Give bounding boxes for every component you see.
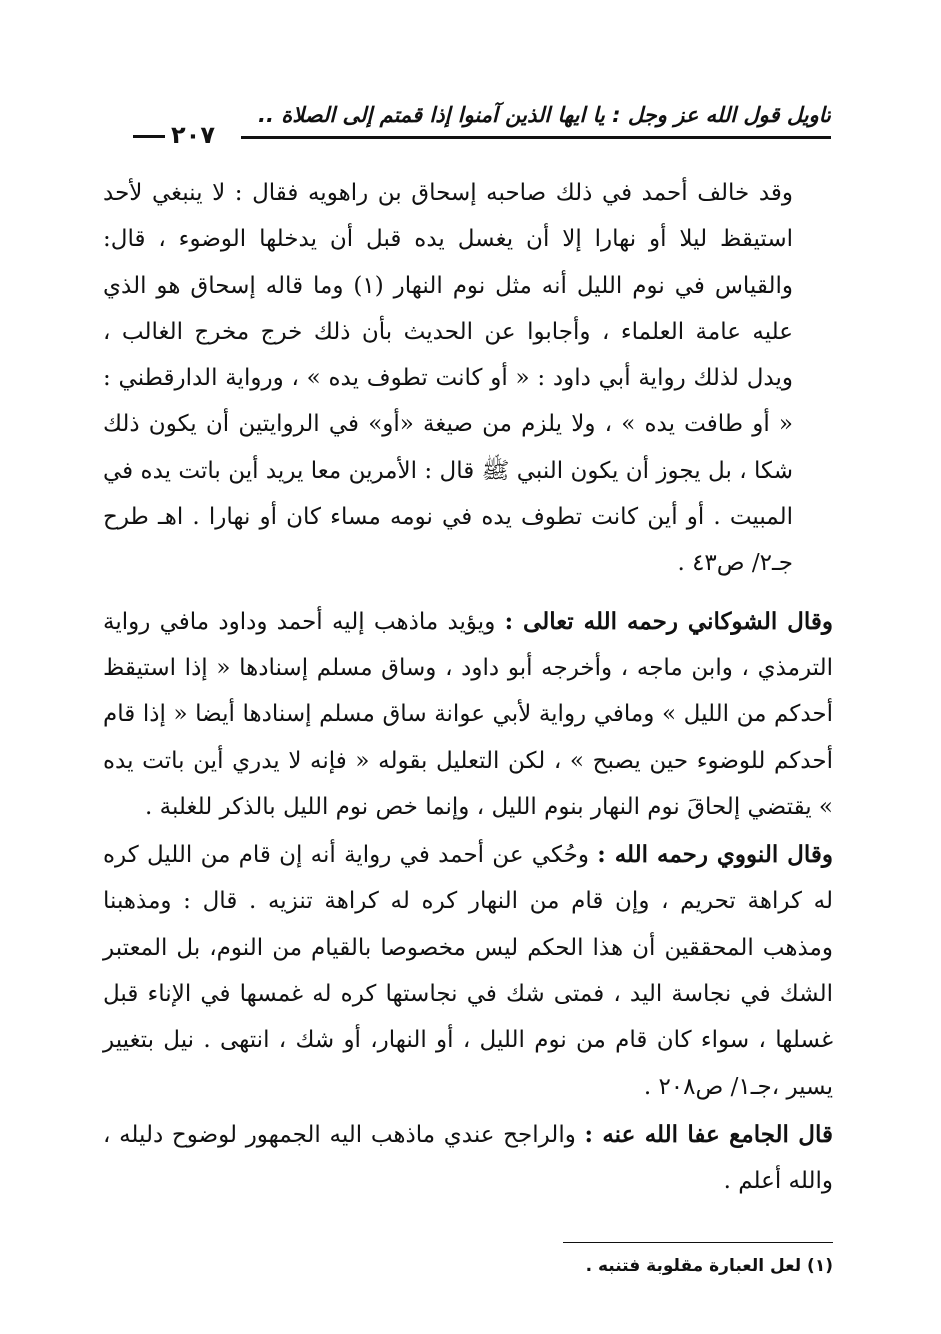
paragraph-2-text: ويؤيد ماذهب إليه أحمد وداود مافي رواية الترمذي ، وابن ماجه ، وأخرجه أبو داود ، وساق مسلم إسنادها « إذا استيقظ أحدكم من الليل » ومافي رواية لأبي عوانة ساق مسلم إسنادها أيضا « إذا قام أحدكم للوضوء حين يصبح » ، لكن التعليل بقوله « فإنه لا يدري أين باتت يده » يقتضي إلحاقَ نوم النهار بنوم الليل ، وإنما خص نوم الليل بالذكر للغلبة . [103,608,833,820]
paragraph-4 [103,1112,833,1205]
running-header [101,100,831,148]
header-title: تاويل قول الله عز وجل : يا ايها الذين آمنوا إذا قمتم إلى الصلاة .. [258,103,831,127]
paragraph-3-text: وحُكي عن أحمد في رواية أنه إن قام من الليل كره له كراهة تحريم ، وإن قام من النهار كره له كراهة تنزيه . قال : ومذهبنا ومذهب المحققين أن هذا الحكم ليس مخصوصا بالقيام من النوم، بل المعتبر الشك في نجاسة اليد ، فمتى شك في نجاستها كره له غمسها في الإناء قبل غسلها ، سواء كان قام من نوم الليل ، أو النهار، أو شك ، انتهى . نيل بتغيير يسير ،جـ١/ ص٢٠٨ . [103,842,833,1100]
page-number-block [101,120,241,150]
page-number-dash [133,135,165,138]
paragraph-2-lead: وقال الشوكاني رحمه الله تعالى : [504,607,834,635]
paragraph-1: وقد خالف أحمد في ذلك صاحبه إسحاق بن راهويه فقال : لا ينبغي لأحد استيقظ ليلا أو نهارا إلا أن يغسل يده قبل أن يدخلها الوضوء ، قال: والقياس في نوم الليل أنه مثل نوم النهار (١) وما قاله إسحاق هو الذي عليه عامة العلماء ، وأجابوا عن الحديث بأن ذلك خرج مخرج الغالب ، ويدل لذلك رواية أبي داود : « أو كانت تطوف يده » ، ورواية الدارقطني : « أو طافت يده » ، ولا يلزم من صيغة «أو» في الروايتين أن يكون ذلك شكا ، بل يجوز أن يكون النبي ﷺ قال : الأمرين معا يريد أين باتت يده في المبيت . أو أين كانت تطوف يده في نومه مساء كان أو نهارا . اهـ طرح جـ٢/ ص٤٣ . [103,180,793,577]
paragraph-4-lead: قال الجامع عفا الله عنه : [584,1120,834,1148]
body-text [103,170,833,1205]
footnote: (١) لعل العبارة مقلوبة فتنبه . [585,1256,833,1276]
paragraph-4-text: والراجح عندي ماذهب اليه الجمهور لوضوح دليله ، والله أعلم . [103,1121,833,1195]
paragraph-3 [103,832,833,1110]
page-number: ٢٠٧ [171,121,215,149]
paragraph-2 [103,599,833,830]
footnote-rule [563,1242,833,1243]
paragraph-3-lead: وقال النووي رحمه الله : [597,841,834,869]
